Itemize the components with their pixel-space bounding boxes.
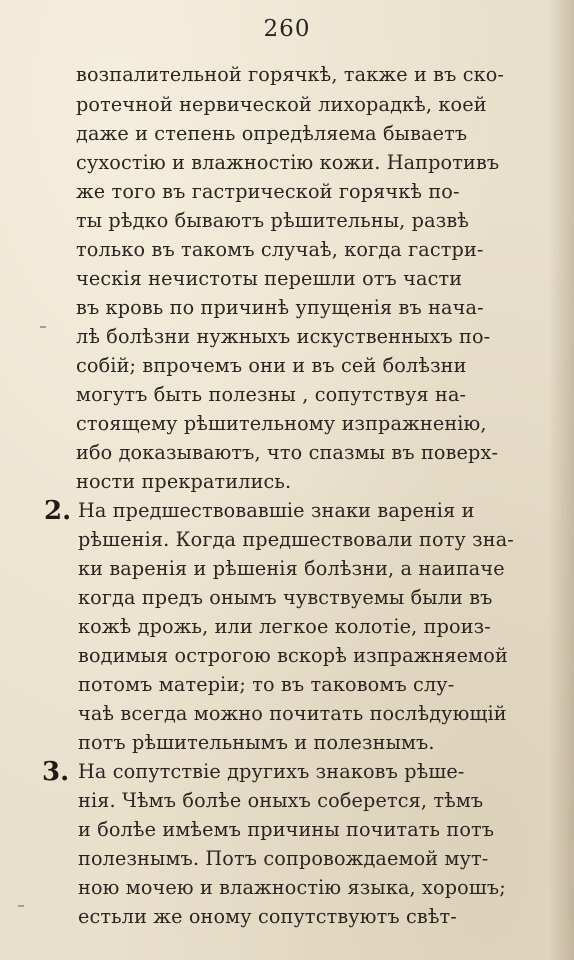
- text-line: ною мочею и влажностію языка, хорошъ;: [78, 876, 506, 899]
- page-number: 260: [263, 16, 311, 42]
- text-line: На сопутствіе другихъ знаковъ рѣше-: [78, 760, 465, 783]
- text-line: естьли же оному сопутствуютъ свѣт-: [78, 905, 457, 928]
- text-line: въ кровь по причинѣ упущенія въ нача-: [76, 296, 484, 319]
- text-line: возпалительной горячкѣ, также и въ ско-: [76, 63, 505, 86]
- text-line: только въ такомъ случаѣ, когда гастри-: [76, 238, 484, 261]
- text-line: стоящему рѣшительному изпражненію,: [76, 412, 487, 435]
- paper-speck: [40, 326, 46, 328]
- paper-speck: [18, 905, 24, 907]
- text-line: когда предъ онымъ чувствуемы были въ: [78, 586, 493, 609]
- text-line: лѣ болѣзни нужныхъ искуственныхъ по-: [76, 325, 491, 348]
- text-line: рѣшенія. Когда предшествовали поту зна-: [78, 528, 514, 551]
- text-line: собій; впрочемъ они и въ сей болѣзни: [76, 354, 467, 377]
- text-line: полезнымъ. Потъ сопровождаемой мут-: [78, 847, 489, 870]
- text-line: потомъ матеріи; то въ таковомъ слу-: [78, 673, 455, 696]
- text-line: сухостію и влажностію кожи. Напротивъ: [76, 151, 500, 174]
- page-edge-shadow: [548, 0, 574, 960]
- text-line: потъ рѣшительнымъ и полезнымъ.: [78, 731, 435, 754]
- text-line: чаѣ всегда можно почитать послѣдующій: [78, 702, 507, 725]
- text-line: ности прекратились.: [76, 470, 292, 493]
- text-line: ты рѣдко бываютъ рѣшительны, развѣ: [76, 209, 469, 232]
- list-marker-3: 3.: [42, 757, 70, 787]
- text-line: и болѣе имѣемъ причины почитать потъ: [78, 818, 495, 841]
- text-line: нія. Чѣмъ болѣе оныхъ соберется, тѣмъ: [78, 789, 484, 812]
- text-line: ибо доказываютъ, что спазмы въ поверх-: [76, 441, 499, 464]
- text-line: могутъ быть полезны , сопутствуя на-: [76, 383, 467, 406]
- text-line: ки варенія и рѣшенія болѣзни, а наипаче: [78, 557, 505, 580]
- text-line: водимыя острогою вскорѣ изпражняемой: [78, 644, 508, 667]
- text-line: даже и степень опредѣляема бываетъ: [76, 122, 468, 145]
- text-line: ческія нечистоты перешли отъ части: [76, 267, 463, 290]
- text-line: кожѣ дрожь, или легкое колотіе, произ-: [78, 615, 491, 638]
- text-line: же того въ гастрической горячкѣ по-: [76, 180, 460, 203]
- text-line: ротечной нервической лихорадкѣ, коей: [76, 93, 487, 116]
- list-marker-2: 2.: [44, 496, 72, 526]
- text-line: На предшествовавшіе знаки варенія и: [78, 499, 475, 522]
